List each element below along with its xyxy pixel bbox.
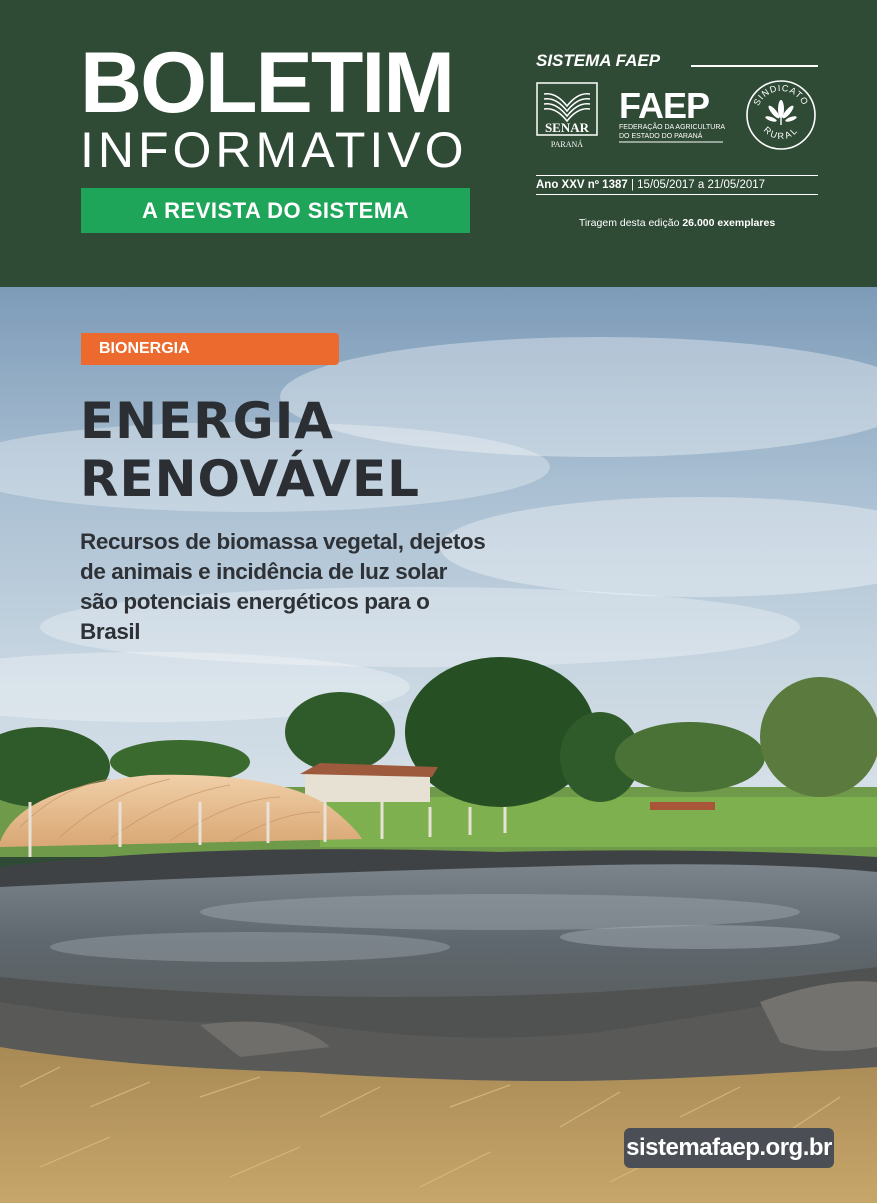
sindicato-bottom-text: RURAL xyxy=(761,124,801,142)
sindicato-top-text: SINDICATO xyxy=(751,82,811,108)
masthead xyxy=(0,0,877,287)
cover-subheadline: Recursos de biomassa vegetal, dejetos de animais e incidência de luz solar são potenciais energéticos para o Brasil xyxy=(80,529,486,644)
cover-headline xyxy=(80,392,420,508)
faep-name: FAEP xyxy=(619,86,710,126)
faep-desc-1: FEDERAÇÃO DA AGRICULTURA xyxy=(619,124,725,131)
senar-name: SENAR xyxy=(544,120,590,135)
masthead-subtitle: INFORMATIVO xyxy=(80,122,468,178)
print-run-label: Tiragem desta edição xyxy=(578,217,680,229)
edition-info xyxy=(536,175,818,195)
sindicato-rural-logo xyxy=(745,79,817,151)
faep-desc-2: DO ESTADO DO PARANÁ xyxy=(619,133,703,140)
senar-state: PARANÁ xyxy=(550,140,584,149)
leaf-icon xyxy=(765,100,798,125)
senar-logo xyxy=(536,82,598,150)
masthead-tagline: A REVISTA DO SISTEMA xyxy=(81,188,470,233)
section-tag: BIONERGIA xyxy=(81,333,339,365)
issue-number: Ano XXV nº 1387 xyxy=(536,179,628,191)
divider xyxy=(691,65,818,67)
print-run xyxy=(536,216,818,230)
faep-logo xyxy=(619,86,725,144)
headline-line-2: RENOVÁVEL xyxy=(80,450,420,508)
system-faep-label xyxy=(536,50,818,72)
headline-line-1: ENERGIA xyxy=(80,392,334,450)
issue-dates: | 15/05/2017 a 21/05/2017 xyxy=(630,179,766,191)
website-link[interactable]: sistemafaep.org.br xyxy=(624,1128,834,1168)
print-run-value: 26.000 exemplares xyxy=(682,217,776,229)
system-label-text: SISTEMA FAEP xyxy=(536,51,661,70)
svg-text:RURAL xyxy=(762,125,800,142)
masthead-title: BOLETIM xyxy=(80,35,453,131)
